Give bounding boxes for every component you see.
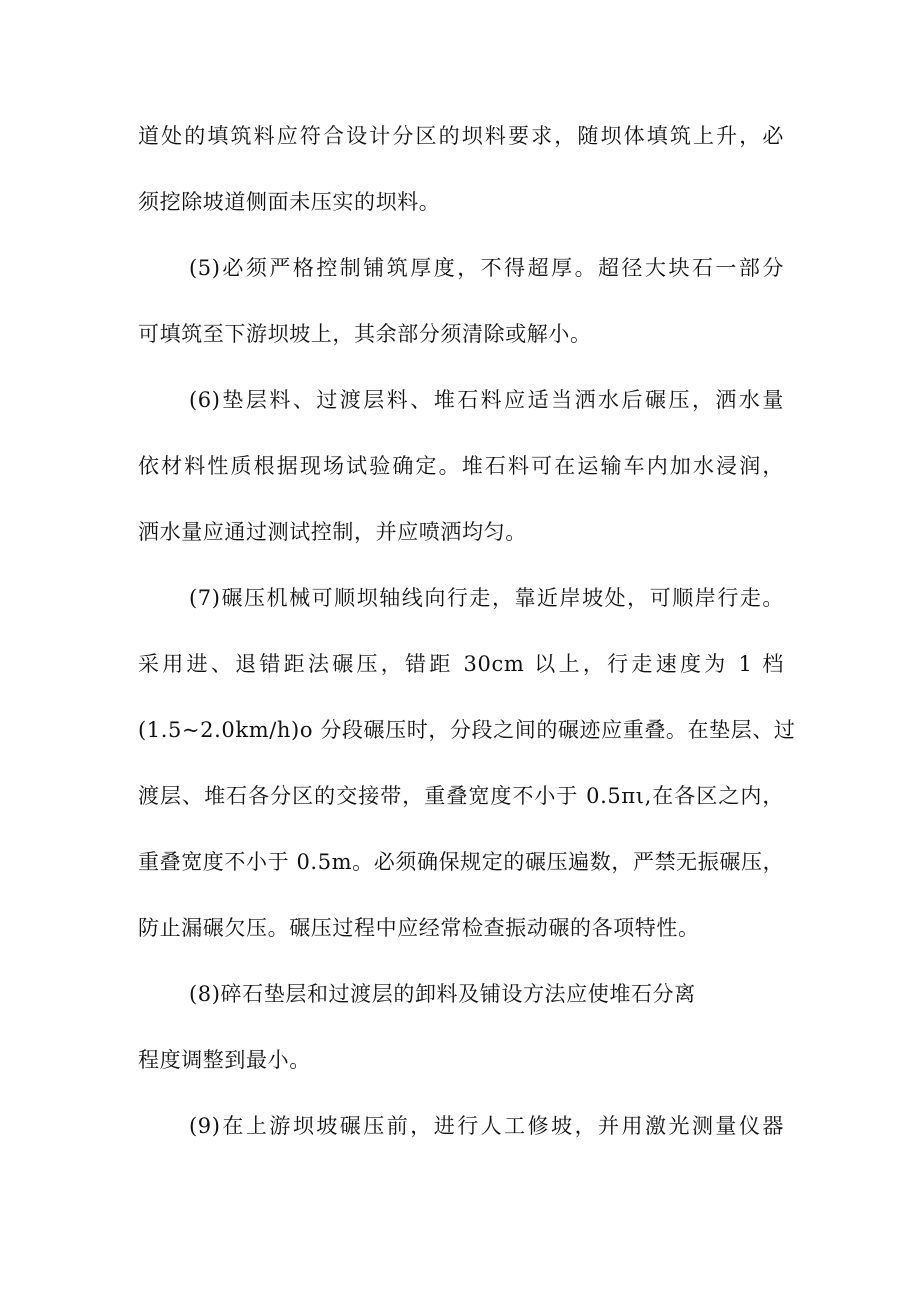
text-line: 依材料性质根据现场试验确定。堆石料可在运输车内加水浸润， <box>138 454 784 478</box>
paragraph-9-start: (9)在上游坝坡碾压前，进行人工修坡，并用激光测量仪器 <box>189 1114 784 1138</box>
text-line: 防止漏碾欠压。碾压过程中应经常检查振动碾的各项特性。 <box>138 916 700 940</box>
text-line: 重叠宽度不小于 0.5m。必须确保规定的碾压遍数，严禁无振碾压， <box>138 850 785 874</box>
text-line: 洒水量应通过测试控制，并应喷洒均匀。 <box>138 520 527 544</box>
text-line: 采用进、退错距法碾压，错距 30cm 以上，行走速度为 1 档 <box>138 652 784 676</box>
paragraph-6-start: (6)垫层料、过渡层料、堆石料应适当洒水后碾压，洒水量 <box>189 388 784 412</box>
paragraph-5-start: (5)必须严格控制铺筑厚度，不得超厚。超径大块石一部分 <box>189 256 784 280</box>
text-line: 程度调整到最小。 <box>138 1048 311 1072</box>
text-line: 道处的填筑料应符合设计分区的坝料要求，随坝体填筑上升，必 <box>138 124 784 148</box>
text-line: 须挖除坡道侧面未压实的坝料。 <box>138 190 441 214</box>
text-line: (1.5~2.0km∕h)o 分段碾压时，分段之间的碾迹应重叠。在垫层、过 <box>138 718 796 742</box>
text-line: 可填筑至下游坝坡上，其余部分须清除或解小。 <box>138 322 592 346</box>
text-line: 渡层、堆石各分区的交接带，重叠宽度不小于 0.5πι,在各区之内， <box>138 784 784 808</box>
paragraph-8-start: (8)碎石垫层和过渡层的卸料及铺设方法应使堆石分离 <box>189 982 696 1006</box>
paragraph-7-start: (7)碾压机械可顺坝轴线向行走，靠近岸坡处，可顺岸行走。 <box>189 586 784 610</box>
